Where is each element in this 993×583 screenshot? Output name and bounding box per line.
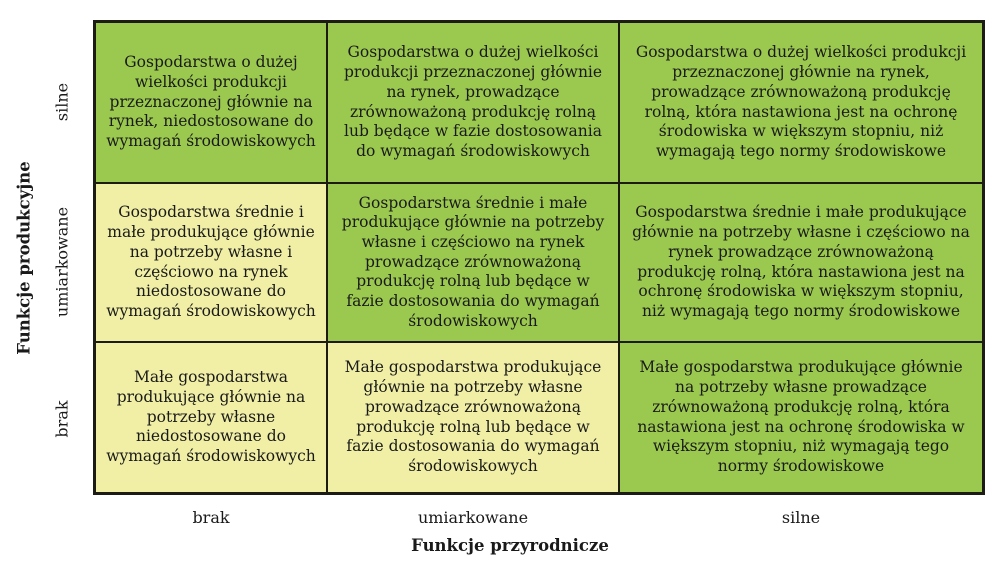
matrix-cell-umiarkowane-silne: Gospodarstwa średnie i małe produkujące głównie na potrzeby własne i częściowo na rynek prowadzące zrównoważoną produkcję rolną, która nastawiona jest na ochronę środowiska w większym stopniu, niż wymagają tego normy środowiskowe	[619, 183, 983, 342]
col-label-silne: silne	[781, 508, 821, 527]
matrix-cell-umiarkowane-umiarkowane: Gospodarstwa średnie i małe produkujące głównie na potrzeby własne i częściowo na rynek prowadzące zrównoważoną produkcję rolną lub będące w fazie dostosowania do wymagań środowiskowych	[327, 183, 619, 342]
matrix-cell-silne-brak: Gospodarstwa o dużej wielkości produkcji przeznaczonej głównie na rynek, niedostosowane do wymagań środowiskowych	[95, 22, 327, 183]
row-label-brak: brak	[52, 400, 72, 438]
col-label-umiarkowane: umiarkowane	[417, 508, 529, 527]
y-axis-title: Funkcje produkcyjne	[14, 161, 34, 355]
matrix-cell-silne-silne: Gospodarstwa o dużej wielkości produkcji przeznaczonej głównie na rynek, prowadzące zrównoważoną produkcję rolną, która nastawiona jest na ochronę środowiska w większym stopniu, niż wymagają tego normy środowiskowe	[619, 22, 983, 183]
matrix-cell-brak-silne: Małe gospodarstwa produkujące głównie na potrzeby własne prowadzące zrównoważoną produkcję rolną, która nastawiona jest na ochronę środowiska w większym stopniu, niż wymagają tego normy środowiskowe	[619, 342, 983, 493]
matrix-grid	[93, 20, 985, 495]
row-label-silne: silne	[52, 82, 72, 122]
matrix-cell-silne-umiarkowane: Gospodarstwa o dużej wielkości produkcji przeznaczonej głównie na rynek, prowadzące zrównoważoną produkcję rolną lub będące w fazie dostosowania do wymagań środowiskowych	[327, 22, 619, 183]
matrix-cell-brak-brak: Małe gospodarstwa produkujące głównie na potrzeby własne niedostosowane do wymagań środowiskowych	[95, 342, 327, 493]
matrix-cell-umiarkowane-brak: Gospodarstwa średnie i małe produkujące głównie na potrzeby własne i częściowo na rynek niedostosowane do wymagań środowiskowych	[95, 183, 327, 342]
col-label-brak: brak	[192, 508, 230, 527]
matrix-cell-brak-umiarkowane: Małe gospodarstwa produkujące głównie na potrzeby własne prowadzące zrównoważoną produkcję rolną lub będące w fazie dostosowania do wymagań środowiskowych	[327, 342, 619, 493]
row-label-umiarkowane: umiarkowane	[52, 206, 72, 318]
x-axis-title: Funkcje przyrodnicze	[411, 536, 609, 555]
